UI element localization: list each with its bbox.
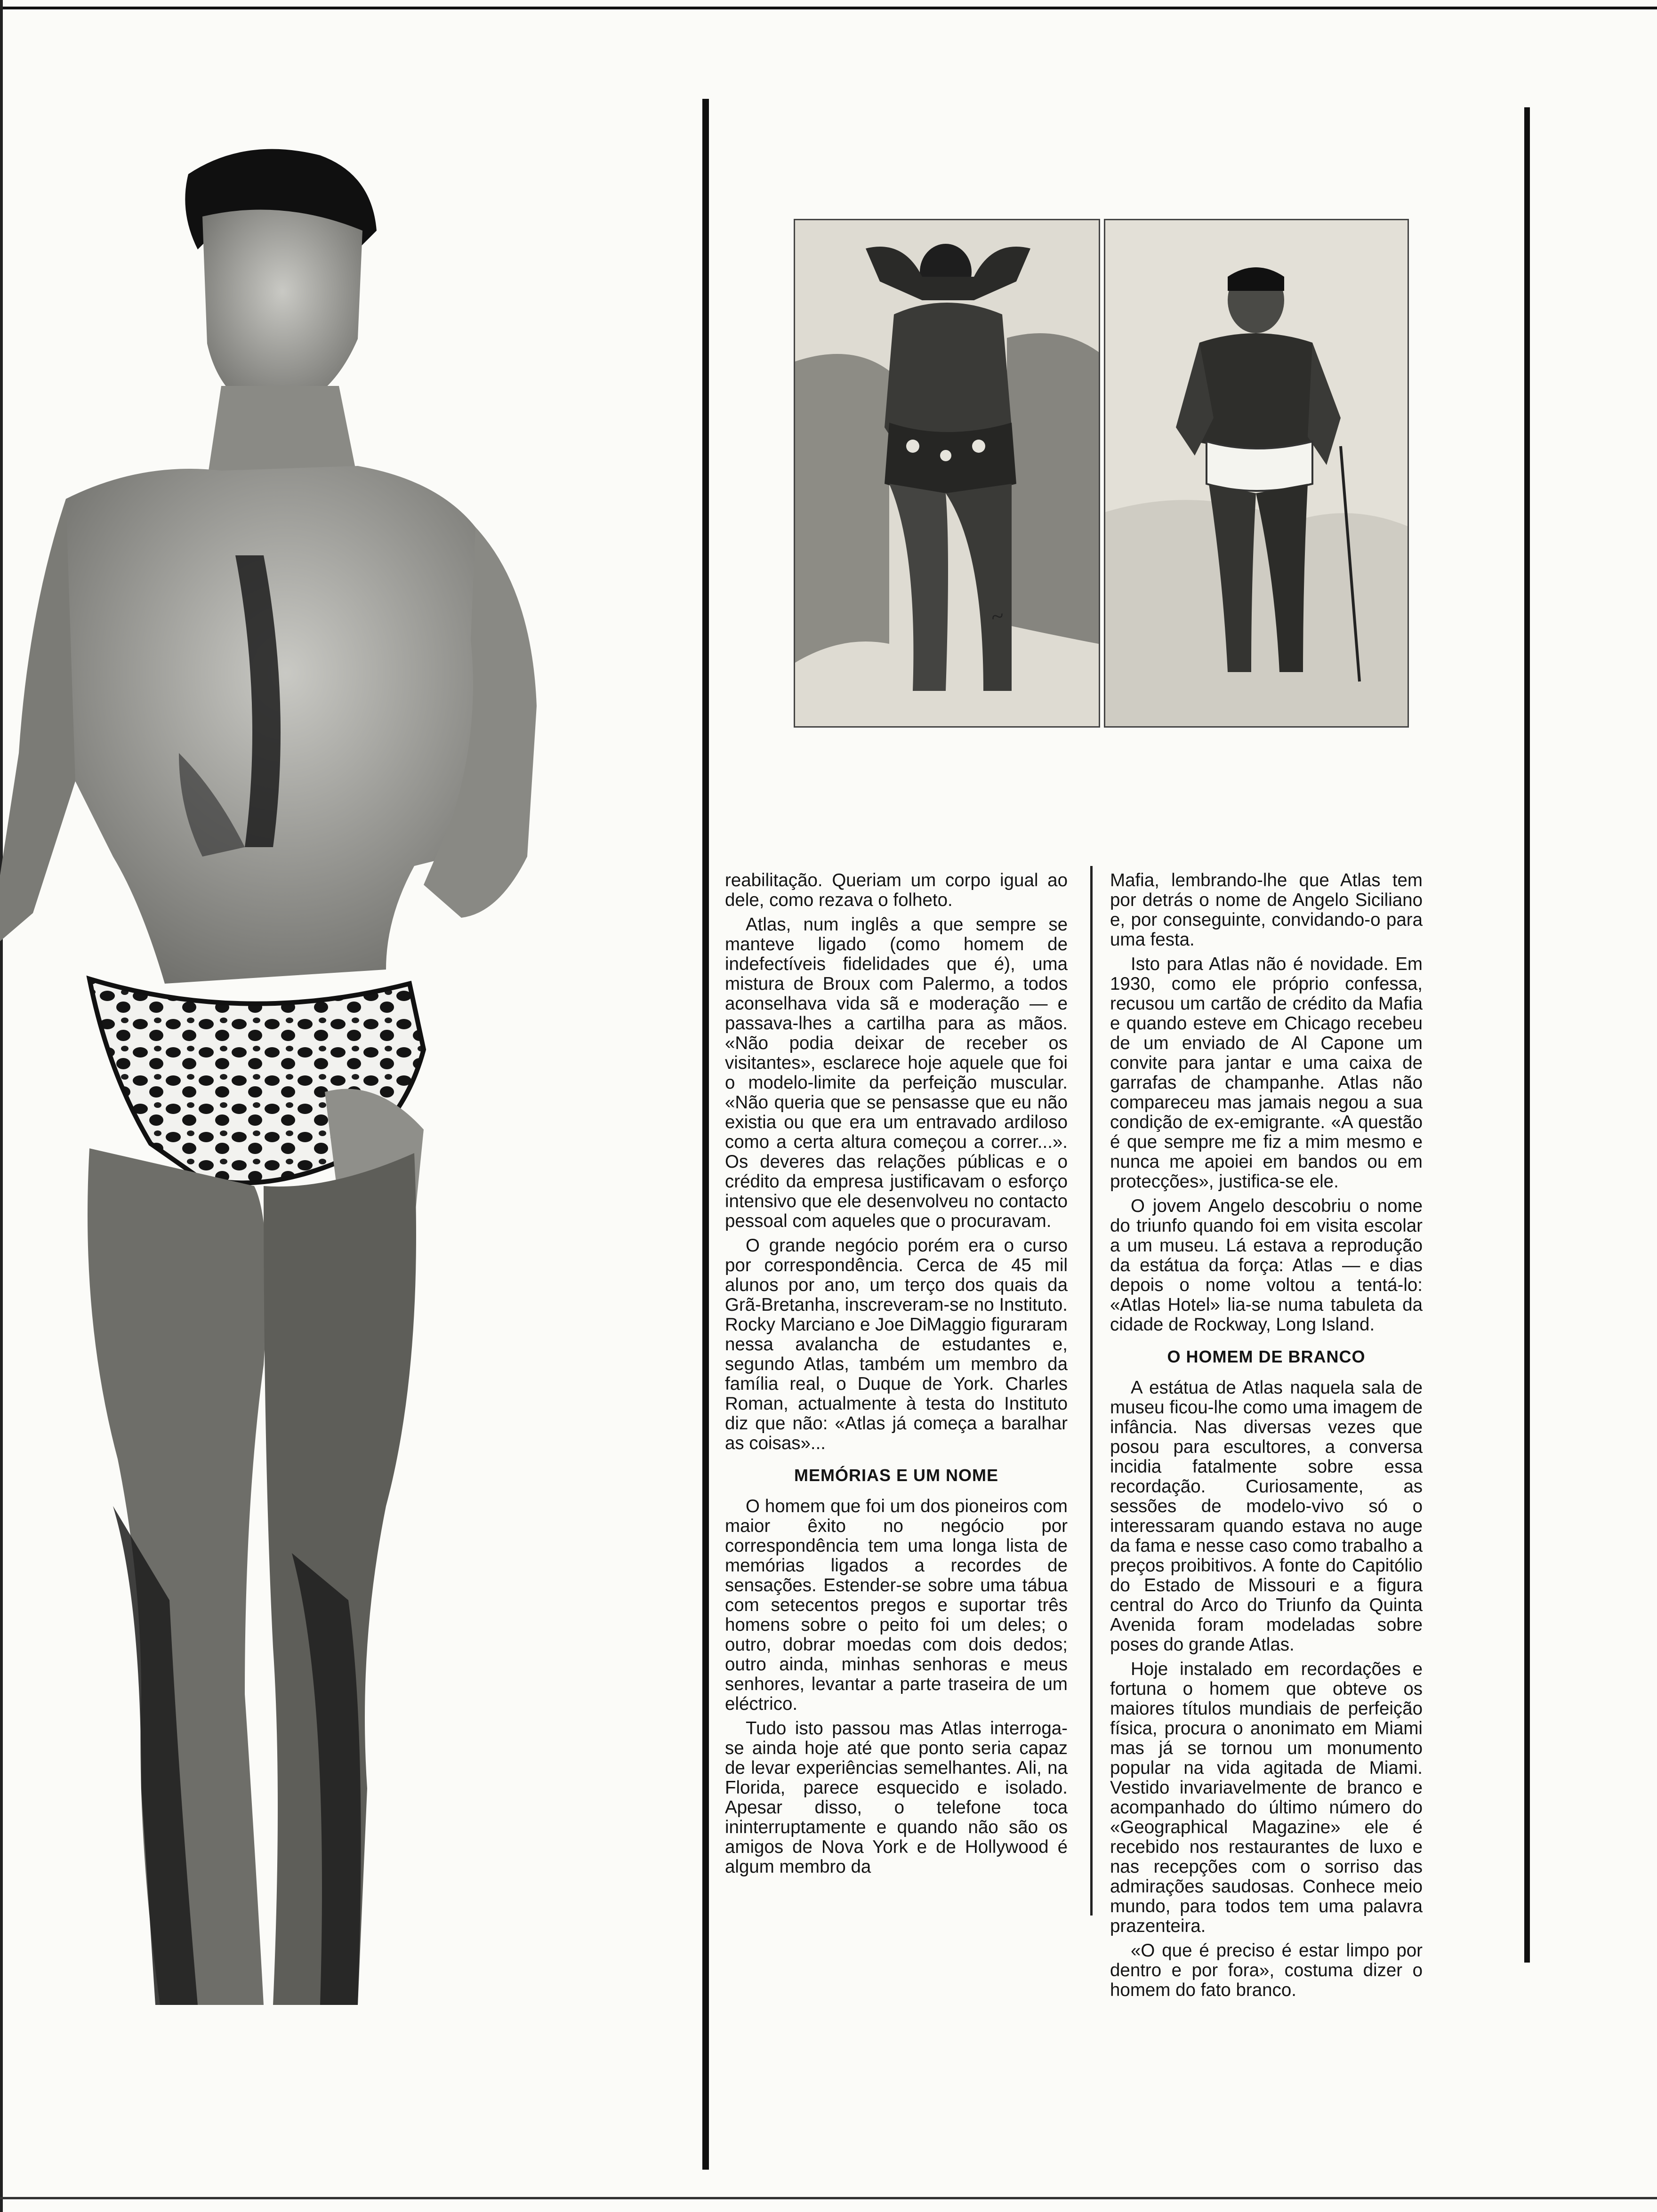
column-rule-middle	[1090, 866, 1093, 1915]
paragraph: Hoje instalado em recordações e fortuna o homem que obteve os maiores títulos mundiais de perfeição física, procura o anonimato em Miami mas já se tornou um monumento popular na vida agitada de Miami. Vestido invariavelmente de branco e acompanhado do último número do «Geographical Magazine» ele é recebido nos restaurantes de luxo e nas recepções com o sorriso das admirações saudosas. Conhece meio mundo, para todos tem uma palavra prazenteira.	[1110, 1659, 1423, 1936]
paragraph: Atlas, num inglês a que sempre se manteve ligado (como homem de indefectíveis fidelidades que é), uma mistura de Broux com Palermo, a todos aconselhava vida sã e moderação — e passava-lhes a cartilha para as mãos. «Não podia deixar de receber os visitantes», esclarece hoje aquele que foi o modelo-limite da perfeição muscular. «Não queria que se pensasse que eu não existia ou que era um entravado ardiloso como a certa altura começou a correr...». Os deveres das relações públicas e o crédito da empresa justificavam o esforço intensivo que ele desenvolveu no contacto pessoal com aqueles que o procuravam.	[725, 914, 1068, 1231]
section-heading: O HOMEM DE BRANCO	[1167, 1347, 1366, 1366]
photo-back-view	[794, 219, 1100, 728]
section-heading: MEMÓRIAS E UM NOME	[794, 1466, 998, 1485]
page-bottom-border	[0, 2197, 1657, 2199]
paragraph: O grande negócio porém era o curso por correspondência. Cerca de 45 mil alunos por ano, um terço dos quais da Grã-Bretanha, inscreveram-se no Instituto. Rocky Marciano e Joe DiMaggio figuraram nessa avalancha de estudantes e, segundo Atlas, também um membro da família real, o Duque de York. Charles Roman, actualmente à testa do Instituto diz que não: «Atlas já começa a baralhar as coisas»...	[725, 1235, 1068, 1453]
photo-front-with-cane	[1104, 219, 1409, 728]
article-column-2	[1110, 871, 1423, 2000]
article-column-1	[725, 871, 1068, 1877]
paragraph: A estátua de Atlas naquela sala de museu ficou-lhe como uma imagem de infância. Nas diversas vezes que posou para escultores, a conversa incidia fatalmente sobre essa recordação. Curiosamente, as sessões de modelo-vivo só o interessaram quando estava no auge da fama e nesse caso como trabalho a preços proibitivos. A fonte do Capitólio do Estado de Missouri e a figura central do Arco do Triunfo da Quinta Avenida foram modeladas sobre poses do grande Atlas.	[1110, 1378, 1423, 1655]
paragraph: «O que é preciso é estar limpo por dentro e por fora», costuma dizer o homem do fato branco.	[1110, 1940, 1423, 2000]
column-rule-right	[1524, 107, 1530, 1963]
main-photo	[0, 141, 668, 2005]
paragraph: reabilitação. Queriam um corpo igual ao dele, como rezava o folheto.	[725, 870, 1068, 910]
paragraph: Tudo isto passou mas Atlas interroga-se ainda hoje até que ponto seria capaz de levar experiências semelhantes. Ali, na Florida, parece esquecido e isolado. Apesar disso, o telefone toca ininterruptamente e quando não são os amigos de Nova York e de Hollywood é algum membro da	[725, 1718, 1068, 1877]
paragraph: O jovem Angelo descobriu o nome do triunfo quando foi em visita escolar a um museu. Lá estava a reprodução da estátua da força: Atlas — e dias depois o nome voltou a tentá-lo: «Atlas Hotel» lia-se numa tabuleta da cidade de Rockway, Long Island.	[1110, 1196, 1423, 1335]
column-rule-left	[702, 99, 709, 2170]
paragraph: Isto para Atlas não é novidade. Em 1930, como ele próprio confessa, recusou um cartão de crédito da Mafia e quando esteve em Chicago recebeu de um enviado de Al Capone um convite para jantar e uma caixa de garrafas de champanhe. Atlas não compareceu mas jamais negou a sua condição de ex-emigrante. «A questão é que sempre me fiz a mim mesmo e nunca me apoiei em bandos ou em protecções», justifica-se ele.	[1110, 954, 1423, 1192]
svg-text:~: ~	[989, 603, 1006, 630]
paragraph: Mafia, lembrando-lhe que Atlas tem por detrás o nome de Angelo Siciliano e, por conseguinte, convidando-o para uma festa.	[1110, 870, 1423, 950]
page-top-border	[0, 7, 1657, 9]
paragraph: O homem que foi um dos pioneiros com maior êxito no negócio por correspondência tem uma longa lista de memórias ligados a recordes de sensações. Estender-se sobre uma tábua com setecentos pregos e suportar três homens sobre o peito foi um deles; o outro, dobrar moedas com dois dedos; outro ainda, minhas senhoras e meus senhores, levantar a parte traseira de um eléctrico.	[725, 1496, 1068, 1714]
